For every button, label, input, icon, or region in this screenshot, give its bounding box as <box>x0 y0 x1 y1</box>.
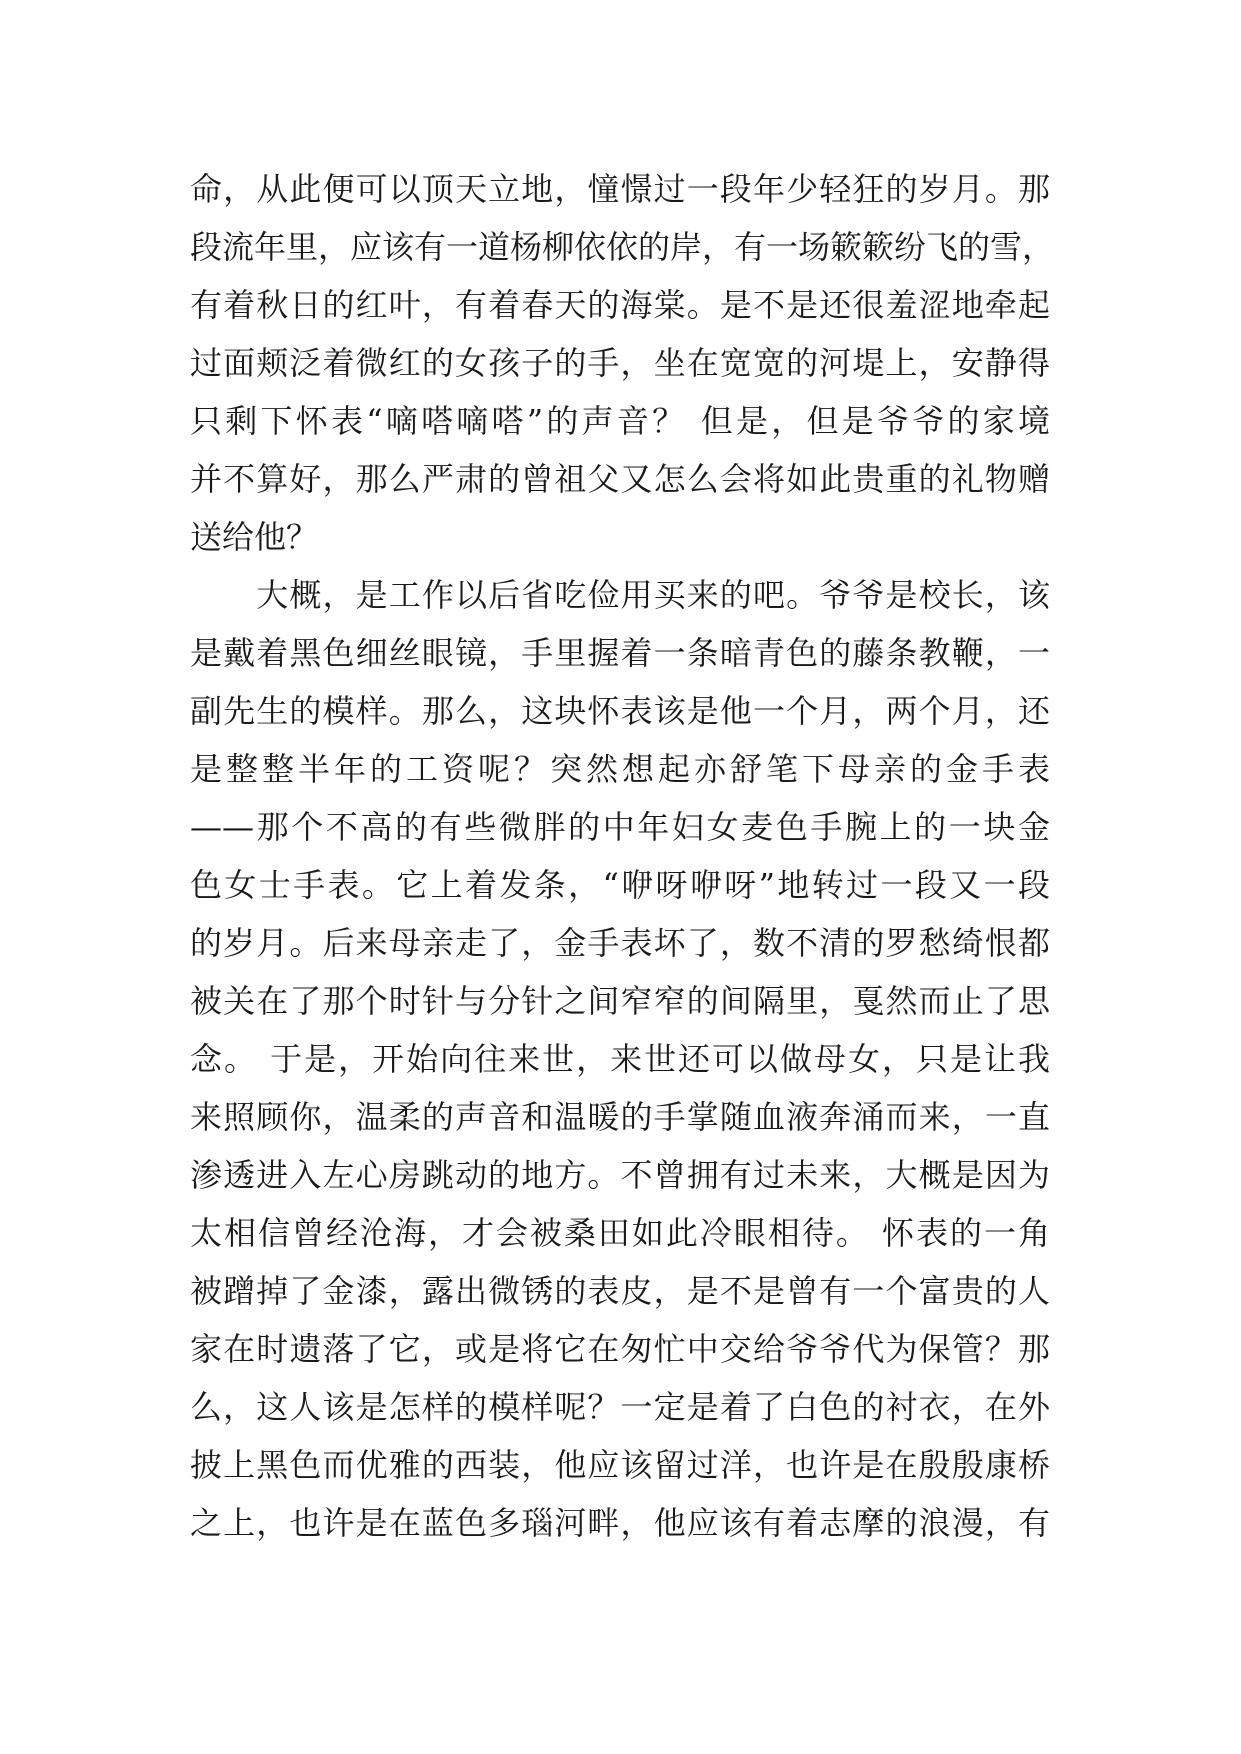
body-text <box>190 160 1055 1552</box>
text-line: 是整整半年的工资呢？突然想起亦舒笔下母亲的金手表 <box>190 750 1050 788</box>
text-line: 披上黑色而优雅的西装，他应该留过洋，也许是在殷殷康桥 <box>190 1446 1050 1484</box>
text-line: 送给他？ <box>190 518 319 556</box>
text-line: 念。 于是，开始向往来世，来世还可以做母女，只是让我 <box>190 1040 1050 1078</box>
text-line: 家在时遗落了它，或是将它在匆忙中交给爷爷代为保管？那 <box>190 1330 1050 1368</box>
text-line: 副先生的模样。那么，这块怀表该是他一个月，两个月，还 <box>190 692 1050 730</box>
text-line: 的岁月。后来母亲走了，金手表坏了，数不清的罗愁绮恨都 <box>190 924 1050 962</box>
paragraph-2 <box>190 566 1050 1552</box>
text-line: 大概，是工作以后省吃俭用买来的吧。爷爷是校长，该 <box>190 576 1050 614</box>
text-line: 渗透进入左心房跳动的地方。不曾拥有过未来，大概是因为 <box>190 1156 1050 1194</box>
text-line: 并不算好，那么严肃的曾祖父又怎么会将如此贵重的礼物赠 <box>190 460 1050 498</box>
text-line: 被蹭掉了金漆，露出微锈的表皮，是不是曾有一个富贵的人 <box>190 1272 1050 1310</box>
text-line: 被关在了那个时针与分针之间窄窄的间隔里，戛然而止了思 <box>190 982 1050 1020</box>
text-line: 过面颊泛着微红的女孩子的手，坐在宽宽的河堤上，安静得 <box>190 344 1050 382</box>
text-line: 色女士手表。它上着发条，“咿呀咿呀”地转过一段又一段 <box>190 866 1050 904</box>
text-line: 是戴着黑色细丝眼镜，手里握着一条暗青色的藤条教鞭，一 <box>190 634 1050 672</box>
paragraph-1 <box>190 160 1055 566</box>
text-line: 命，从此便可以顶天立地，憧憬过一段年少轻狂的岁月。那 <box>190 170 1050 208</box>
text-line: 有着秋日的红叶，有着春天的海棠。是不是还很羞涩地牵起 <box>190 286 1050 324</box>
text-line: ——那个不高的有些微胖的中年妇女麦色手腕上的一块金 <box>190 808 1050 846</box>
text-line: 来照顾你，温柔的声音和温暖的手掌随血液奔涌而来，一直 <box>190 1098 1050 1136</box>
text-line: 么，这人该是怎样的模样呢？一定是着了白色的衬衣，在外 <box>190 1388 1050 1426</box>
text-line: 之上，也许是在蓝色多瑙河畔，他应该有着志摩的浪漫，有 <box>190 1504 1050 1542</box>
text-line: 太相信曾经沧海，才会被桑田如此冷眼相待。 怀表的一角 <box>190 1214 1050 1252</box>
text-line: 段流年里，应该有一道杨柳依依的岸，有一场簌簌纷飞的雪， <box>190 228 1055 266</box>
text-line: 只剩下怀表“嘀嗒嘀嗒”的声音？ 但是，但是爷爷的家境 <box>190 402 1050 440</box>
